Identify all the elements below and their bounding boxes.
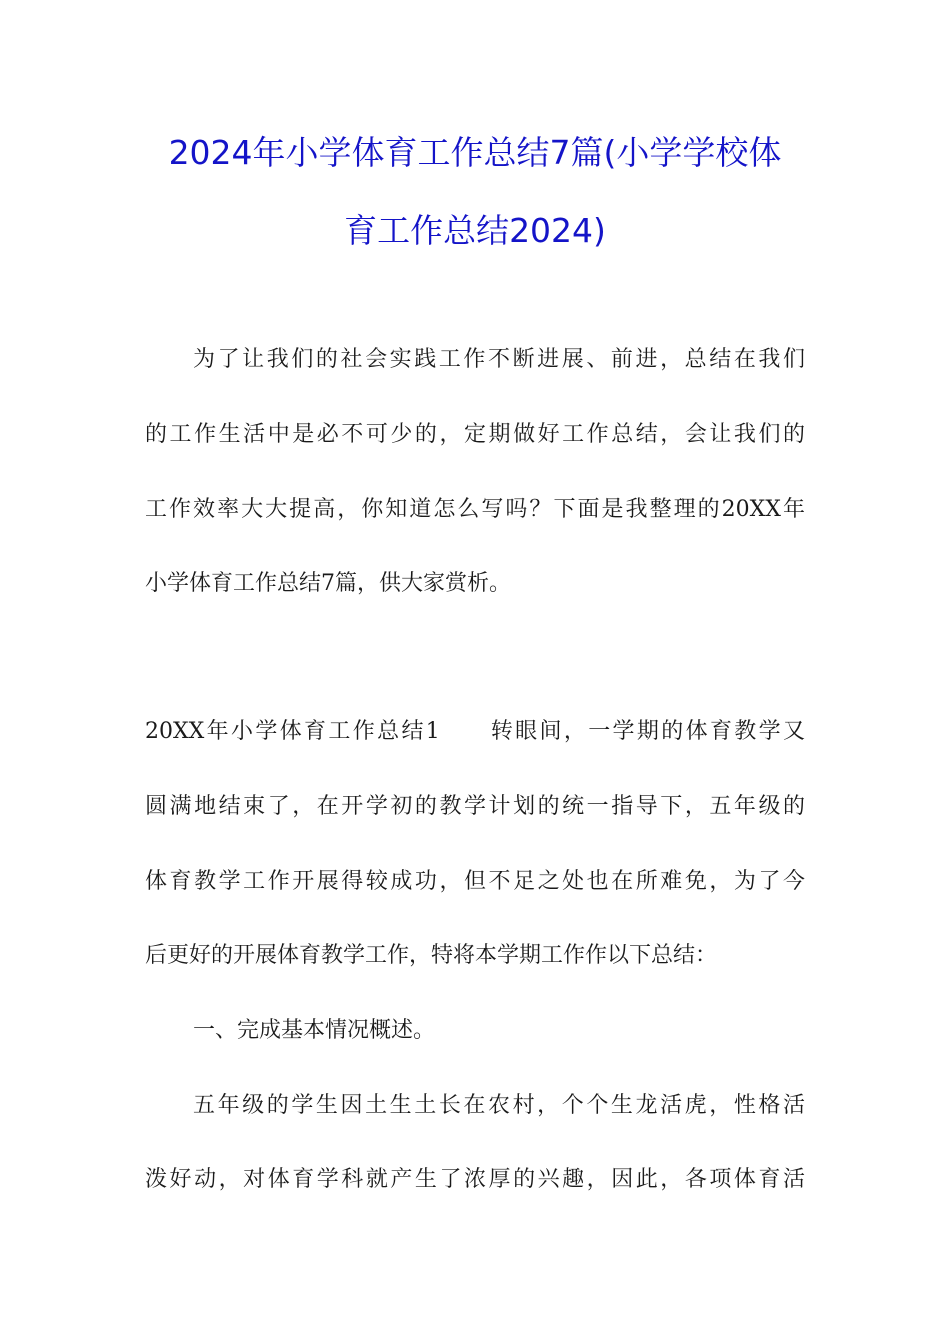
section1-line-4: 后更好的开展体育教学工作，特将本学期工作作以下总结：: [145, 943, 718, 968]
intro-line-4: 小学体育工作总结7篇，供大家赏析。: [145, 571, 511, 596]
section1-line-3: 体育教学工作开展得较成功，但不足之处也在所难免，为了今: [145, 869, 805, 894]
section1-line-2: 圆满地结束了，在开学初的教学计划的统一指导下，五年级的: [145, 794, 805, 819]
intro-line-2: 的工作生活中是必不可少的，定期做好工作总结，会让我们的: [145, 422, 805, 447]
section-heading-1: 一、完成基本情况概述。: [193, 1018, 436, 1043]
document-title-line-1: 2024年小学体育工作总结7篇(小学学校体: [168, 133, 782, 172]
para2-line-2: 泼好动，对体育学科就产生了浓厚的兴趣，因此，各项体育活: [145, 1167, 805, 1192]
intro-line-3: 工作效率大大提高，你知道怎么写吗？下面是我整理的20XX年: [145, 497, 805, 522]
section1-line-1: 20XX年小学体育工作总结1 转眼间，一学期的体育教学又: [145, 719, 805, 744]
document-title-line-2: 育工作总结2024): [344, 211, 606, 250]
intro-line-1: 为了让我们的社会实践工作不断进展、前进，总结在我们: [193, 347, 805, 372]
para2-line-1: 五年级的学生因土生土长在农村，个个生龙活虎，性格活: [193, 1093, 805, 1118]
